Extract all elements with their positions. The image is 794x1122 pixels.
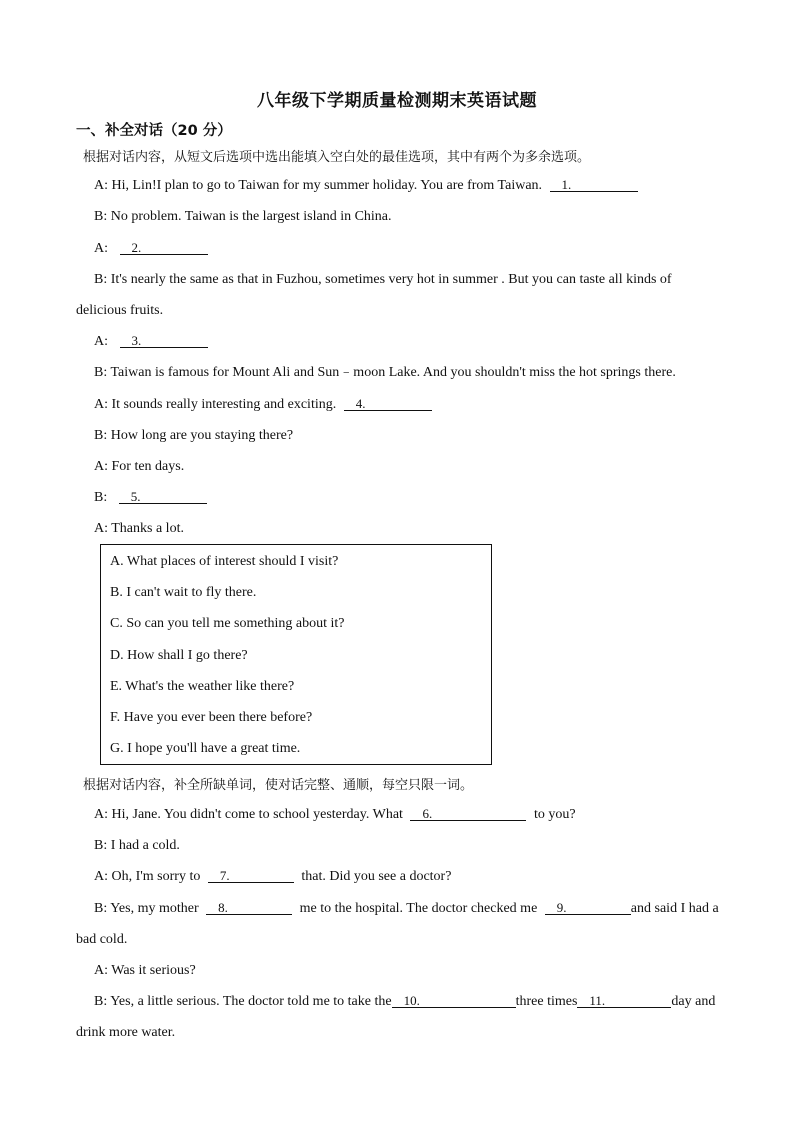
speaker-label: A: — [94, 241, 108, 256]
page-title: 八年级下学期质量检测期末英语试题 — [257, 91, 537, 111]
instruction-part2: 根据对话内容，补全所缺单词，使对话完整、通顺，每空只限一词。 — [83, 778, 474, 793]
dialogue-line-8: B: How long are you staying there? — [94, 428, 294, 443]
dialogue-line-5 — [94, 333, 208, 351]
blank-1[interactable]: 1. — [550, 177, 638, 192]
dialogue-line-2: B: No problem. Taiwan is the largest island in China. — [94, 209, 392, 224]
speaker-label: A: — [94, 178, 108, 193]
dialogue2-line-5: A: Was it serious? — [94, 963, 196, 978]
line-text: me to the hospital. The doctor checked me — [299, 901, 538, 916]
dialogue2-line-3 — [94, 868, 451, 886]
dialogue-line-1 — [94, 177, 638, 195]
speaker-label: A: — [94, 334, 108, 349]
line-text: three times — [515, 994, 578, 1009]
option-c: C. So can you tell me something about it? — [110, 616, 345, 631]
option-e: E. What's the weather like there? — [110, 679, 295, 694]
dialogue-line-3 — [94, 240, 208, 258]
option-f: F. Have you ever been there before? — [110, 710, 313, 725]
blank-8[interactable]: 8. — [206, 900, 292, 915]
dialogue2-line-6 — [94, 993, 715, 1011]
dialogue-line-4: B: It's nearly the same as that in Fuzhou, sometimes very hot in summer . But you can taste all kinds of — [94, 272, 672, 287]
dialogue-line-6: B: Taiwan is famous for Mount Ali and Sun﹣moon Lake. And you shouldn't miss the hot springs there. — [94, 365, 676, 380]
line-text: A: It sounds really interesting and exciting. — [94, 397, 337, 412]
option-g: G. I hope you'll have a great time. — [110, 741, 301, 756]
blank-11[interactable]: 11. — [577, 993, 671, 1008]
options-box — [100, 544, 492, 765]
line-text: B: Yes, my mother — [94, 901, 199, 916]
dialogue2-line-6-cont: drink more water. — [76, 1025, 176, 1040]
line-text: Hi, Lin!I plan to go to Taiwan for my summer holiday. You are from Taiwan. — [111, 178, 543, 193]
option-d: D. How shall I go there? — [110, 648, 248, 663]
blank-6[interactable]: 6. — [410, 806, 526, 821]
line-text: to you? — [533, 807, 576, 822]
option-a: A. What places of interest should I visit? — [110, 554, 339, 569]
instruction-part1: 根据对话内容，从短文后选项中选出能填入空白处的最佳选项，其中有两个为多余选项。 — [83, 150, 591, 165]
dialogue2-line-4 — [94, 900, 719, 918]
speaker-label: B: — [94, 490, 108, 505]
blank-9[interactable]: 9. — [545, 900, 631, 915]
blank-5[interactable]: 5. — [119, 489, 207, 504]
dialogue2-line-1 — [94, 806, 576, 824]
option-b: B. I can't wait to fly there. — [110, 585, 257, 600]
section-heading: 一、补全对话（20 分） — [76, 123, 232, 139]
dialogue-line-11: A: Thanks a lot. — [94, 521, 184, 536]
line-text: B: Yes, a little serious. The doctor told me to take the — [94, 994, 392, 1009]
dialogue2-line-2: B: I had a cold. — [94, 838, 180, 853]
line-text: that. Did you see a doctor? — [301, 869, 452, 884]
blank-10[interactable]: 10. — [392, 993, 516, 1008]
blank-2[interactable]: 2. — [120, 240, 208, 255]
dialogue-line-7 — [94, 396, 432, 414]
dialogue2-line-4-cont: bad cold. — [76, 932, 128, 947]
line-text: day and — [671, 994, 716, 1009]
blank-7[interactable]: 7. — [208, 868, 294, 883]
dialogue-line-10 — [94, 489, 207, 507]
dialogue-line-9: A: For ten days. — [94, 459, 185, 474]
blank-3[interactable]: 3. — [120, 333, 208, 348]
dialogue-line-4-cont: delicious fruits. — [76, 303, 164, 318]
blank-4[interactable]: 4. — [344, 396, 432, 411]
line-text: and said I had a — [630, 901, 719, 916]
line-text: A: Oh, I'm sorry to — [94, 869, 201, 884]
line-text: A: Hi, Jane. You didn't come to school yesterday. What — [94, 807, 403, 822]
